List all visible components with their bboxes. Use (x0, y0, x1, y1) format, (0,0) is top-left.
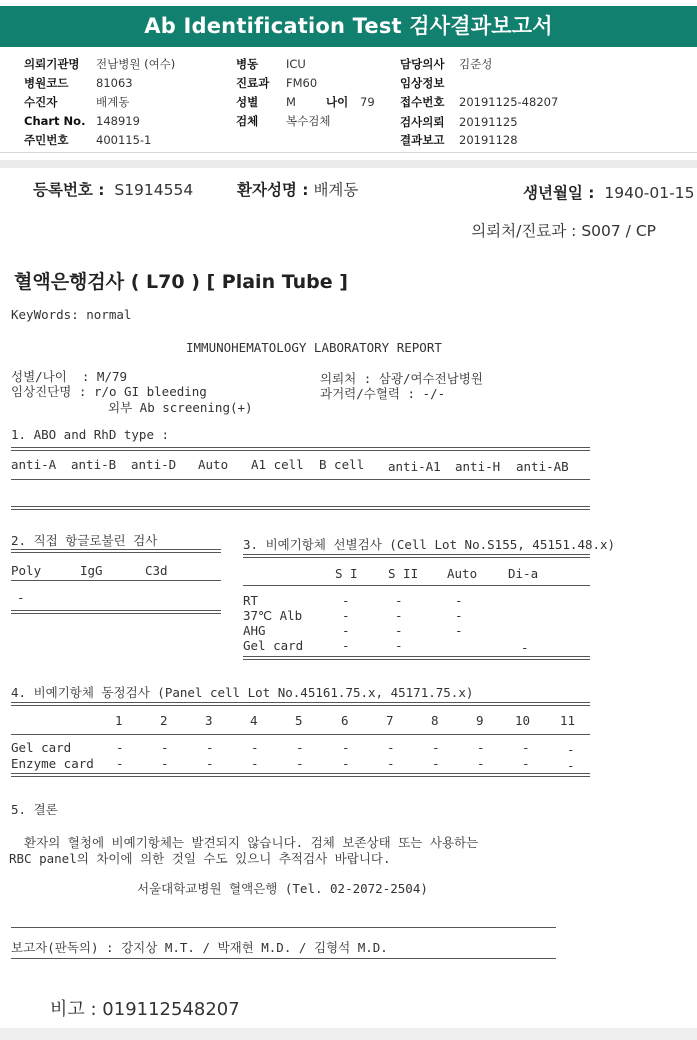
panel-cell: - (251, 756, 259, 771)
screen-row-label: AHG (243, 623, 266, 638)
panel-cell: - (342, 756, 350, 771)
panel-header: 11 (560, 713, 576, 728)
abo-header-a1-cell: A1 cell (251, 457, 304, 472)
panel-header: 5 (295, 713, 303, 728)
screen-cell: - (342, 608, 350, 623)
screen-header-s2: S II (388, 566, 419, 581)
clinical-diagnosis: 임상진단명 : r/o GI bleeding (11, 384, 207, 399)
screen-cell: - (521, 640, 529, 655)
panel-row-label: Gel card (11, 740, 72, 755)
clinical-diagnosis-note: 외부 Ab screening(+) (108, 400, 253, 415)
header-sex: 성별 M (236, 95, 296, 109)
reporter: 보고자(판독의) : 강지상 M.T. / 박재현 M.D. / 김형석 M.D. (11, 940, 388, 955)
rule (11, 734, 590, 735)
panel-header: 4 (250, 713, 258, 728)
panel-cell: - (567, 758, 575, 773)
panel-header: 8 (431, 713, 439, 728)
rule (243, 554, 590, 558)
screen-cell: - (395, 608, 403, 623)
dat-header-igg: IgG (80, 563, 103, 578)
header-chart-no: Chart No. 148919 (24, 114, 140, 128)
screen-cell: - (455, 608, 463, 623)
screen-row-label: RT (243, 593, 259, 608)
panel-header: 9 (476, 713, 484, 728)
panel-cell: - (296, 756, 304, 771)
rule (11, 479, 590, 480)
panel-cell: - (522, 740, 530, 755)
screen-header-auto: Auto (447, 566, 478, 581)
patient-name: 환자성명 : 배계동 (237, 181, 359, 199)
bottom-band (0, 1028, 697, 1040)
panel-header: 3 (205, 713, 213, 728)
header-report-date: 결과보고 20191128 (400, 133, 518, 147)
panel-cell: - (387, 740, 395, 755)
panel-header: 6 (341, 713, 349, 728)
dat-header-c3d: C3d (145, 563, 168, 578)
header-patient: 수진자 배계동 (24, 95, 130, 109)
abo-header-anti-b: anti-B (71, 457, 117, 472)
header-institution: 의뢰기관명 전남병원 (여수) (24, 57, 176, 71)
header-request-date: 검사의뢰 20191125 (400, 115, 518, 129)
rule (11, 580, 221, 581)
rule (11, 927, 556, 928)
date-of-birth: 생년월일 : 1940-01-15 (523, 184, 695, 202)
remarks: 비고 : 019112548207 (50, 999, 240, 1020)
panel-cell: - (342, 740, 350, 755)
abo-header-anti-a: anti-A (11, 457, 57, 472)
abo-header-anti-d: anti-D (131, 457, 177, 472)
panel-header: 10 (515, 713, 531, 728)
section3-title: 3. 비예기항체 선별검사 (Cell Lot No.S155, 45151.48.x) (243, 537, 616, 552)
panel-row-label: Enzyme card (11, 756, 94, 771)
screen-row-label: 37℃ Alb (243, 608, 303, 623)
registration-number: 등록번호 : S1914554 (33, 181, 194, 199)
header-ward: 병동 ICU (236, 57, 306, 71)
screen-cell: - (342, 593, 350, 608)
panel-cell: - (206, 756, 214, 771)
rule (11, 549, 221, 553)
rule (11, 958, 556, 959)
panel-header: 2 (160, 713, 168, 728)
header-clinical-info: 임상정보 (400, 76, 445, 90)
report-heading: IMMUNOHEMATOLOGY LABORATORY REPORT (186, 340, 442, 355)
header-department: 진료과 FM60 (236, 76, 318, 90)
header-divider (0, 152, 697, 153)
panel-cell: - (206, 740, 214, 755)
screen-cell: - (395, 593, 403, 608)
referring-department: 의뢰처/진료과 : S007 / CP (471, 222, 656, 240)
panel-cell: - (116, 740, 124, 755)
rule (11, 447, 590, 451)
screen-cell: - (395, 638, 403, 653)
screen-header-s1: S I (335, 566, 358, 581)
abo-header-auto: Auto (198, 457, 229, 472)
header-hospital-code: 병원코드 81063 (24, 76, 133, 90)
dat-value: - (17, 590, 25, 605)
section2-title: 2. 직접 항글로불린 검사 (11, 533, 158, 548)
screen-header-di-a: Di-a (508, 566, 539, 581)
header-resident-no: 주민번호 400115-1 (24, 133, 152, 147)
header-specimen: 검체 복수검체 (236, 114, 331, 128)
keywords: KeyWords: normal (11, 307, 132, 322)
abo-header-anti-h: anti-H (455, 459, 501, 474)
institution-contact: 서울대학교병원 혈액은행 (Tel. 02-2072-2504) (137, 881, 428, 896)
screen-row-label: Gel card (243, 638, 304, 653)
panel-cell: - (522, 756, 530, 771)
panel-cell: - (161, 756, 169, 771)
rule (11, 506, 590, 510)
separator-band (0, 160, 697, 168)
rule (11, 702, 590, 706)
section1-title: 1. ABO and RhD type : (11, 427, 170, 442)
sex-age: 성별/나이 : M/79 (11, 369, 128, 384)
transfusion-history: 과거력/수혈력 : -/- (320, 386, 446, 401)
dat-header-poly: Poly (11, 563, 42, 578)
screen-cell: - (342, 623, 350, 638)
rule (11, 773, 590, 777)
panel-cell: - (477, 756, 485, 771)
panel-cell: - (567, 742, 575, 757)
screen-cell: - (342, 638, 350, 653)
screen-cell: - (455, 593, 463, 608)
panel-cell: - (477, 740, 485, 755)
panel-cell: - (296, 740, 304, 755)
panel-cell: - (251, 740, 259, 755)
abo-header-b-cell: B cell (319, 457, 365, 472)
header-accession-no: 접수번호 20191125-48207 (400, 95, 559, 109)
screen-cell: - (395, 623, 403, 638)
rule (243, 656, 590, 660)
panel-cell: - (161, 740, 169, 755)
panel-header: 1 (115, 713, 123, 728)
panel-header: 7 (386, 713, 394, 728)
abo-header-anti-a1: anti-A1 (388, 459, 441, 474)
panel-cell: - (387, 756, 395, 771)
panel-cell: - (432, 740, 440, 755)
screen-cell: - (455, 623, 463, 638)
panel-cell: - (432, 756, 440, 771)
rule (11, 610, 221, 614)
header-age: 나이 79 (326, 95, 375, 109)
conclusion-line-2: RBC panel의 차이에 의한 것일 수도 있으니 추적검사 바랍니다. (9, 851, 391, 866)
referrer: 의뢰처 : 삼광/여수전남병원 (320, 371, 483, 386)
rule (243, 585, 590, 586)
panel-cell: - (116, 756, 124, 771)
header-physician: 담당의사 김준성 (400, 57, 493, 71)
section5-title: 5. 결론 (11, 802, 58, 817)
abo-header-anti-ab: anti-AB (516, 459, 569, 474)
conclusion-line-1: 환자의 혈청에 비예기항체는 발견되지 않습니다. 검체 보존상태 또는 사용하는 (9, 835, 479, 850)
report-title: Ab Identification Test 검사결과보고서 (0, 6, 697, 47)
section4-title: 4. 비예기항체 동정검사 (Panel cell Lot No.45161.75.x, 45171.75.x) (11, 685, 474, 700)
section-title: 혈액은행검사 ( L70 ) [ Plain Tube ] (14, 271, 348, 293)
